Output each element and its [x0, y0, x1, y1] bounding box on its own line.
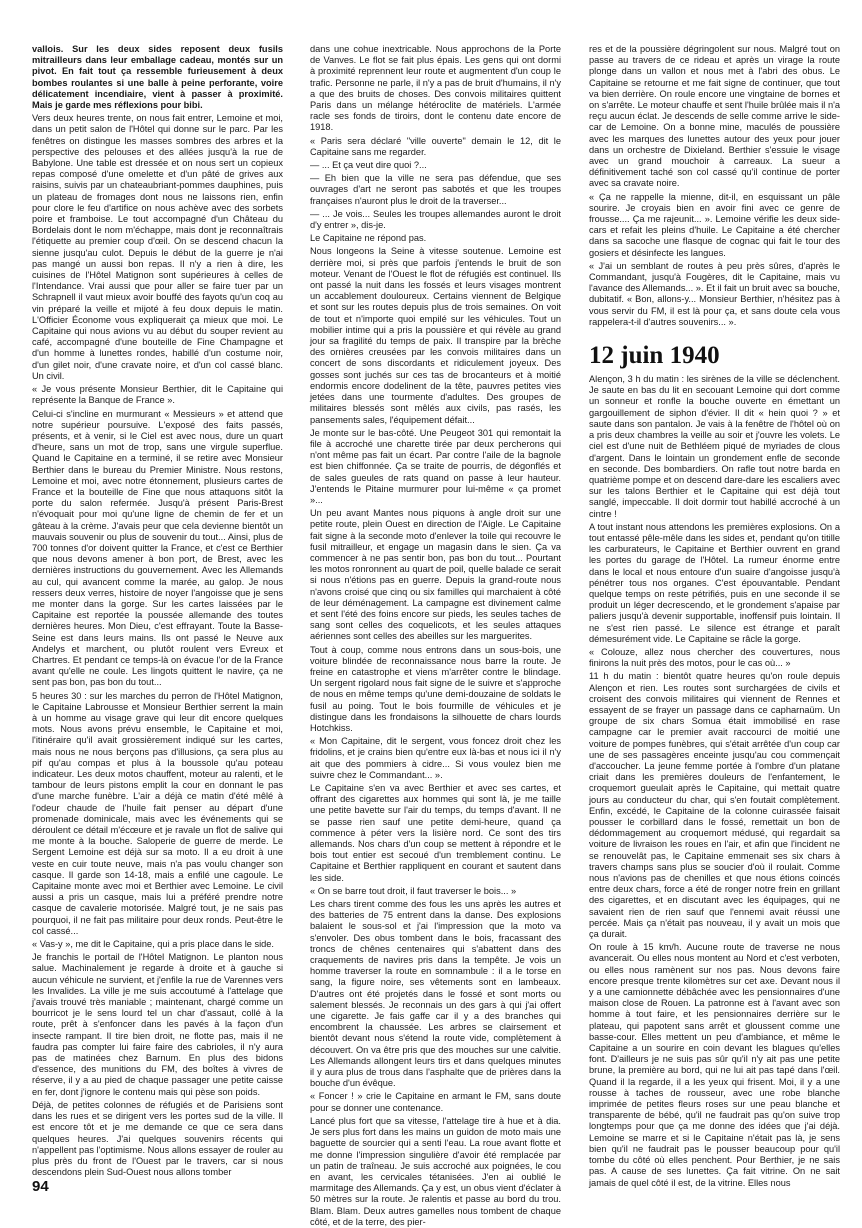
paragraph: 5 heures 30 : sur les marches du perron de l'Hôtel Matignon, le Capitaine Labrousse et Monsieur Berthier serrent la main à un homme au visage grave qui leur dit encore quelques mots. Nous avons prévu ensemble, le Capitaine et moi, l'itinéraire qu'il avait grossièrement indiqué sur les cartes, mais nous ne nous berçons pas d'illusions, ça sera plus au pif qu'au compas et plus à la boussole qu'au poteau indicateur. Les deux motos chauffent, moteur au ralenti, et le tambour de leurs pistons emplit la cour en donnant le pas d'une marche funèbre. L'air a déjà ce matin d'été mêlé à l'odeur chaude de l'huile fait penser au départ d'une promenade dominicale, mais avec les événements qui se déroulent ce détail m'écœure et je ravale un flot de salive qui me monte à la bouche. Saloperie de guerre de merde. Le Sergent Lemoine est déjà sur sa moto. Il a eu droit à une veste en cuir toute neuve, mais n'a pas voulu changer son casque. Il garde son 14-18, mais a enfilé une cagoule. Le Capitaine monte avec moi et Berthier avec Lemoine. Le civil aussi a pris un casque, mais lui a préféré prendre notre casque de cavalerie motorisée. Malgré tout, je ne sais pas pourquoi, il ne fait pas militaire pour deux ronds. Peut-être le col cassé... — [32, 690, 283, 936]
paragraph: — Eh bien que la ville ne sera pas défendue, que ses ouvrages d'art ne seront pas sabotés et que les troupes françaises n'auront plus le droit de la traverser... — [310, 173, 561, 206]
text-column-left — [32, 44, 283, 1178]
text-column-middle — [310, 44, 561, 1227]
paragraph: Tout à coup, comme nous entrons dans un sous-bois, une voiture blindée de reconnaissance nous barre la route. Je freine en catastrophe et viens m'arrêter contre le blindage. Un sergent rigolard nous fait signe de le suivre et s'approche de nous en même temps qu'une demi-douzaine de soldats le fusil au poing. Tout le bois fourmille de véhicules et je distingue dans les frondaisons la silhouette de chars lourds Hotchkiss. — [310, 644, 561, 733]
paragraph: Vers deux heures trente, on nous fait entrer, Lemoine et moi, dans un petit salon de l'Hôtel qui donne sur le parc. Par les fenêtres on distingue les masses sombres des arbres et la perspective des pelouses et des allées jusqu'à la rue de Babylone. Une table est dressée et on nous sert un copieux repas composé d'une omelette et d'un pâté de grives aux raisins, suivis par un chateaubriant-pommes dauphines, puis un plateau de fromages dont nous ne laissons rien, enfin pour clore le feu d'artifice on nous achève avec des sorbets poire et framboise. Le tout accompagné d'un Château du Bordelais dont le nom m'échappe, mais dont je reconnaîtrais l'étiquette au premier coup d'œil. On se descend chacun la sienne jusqu'au culot. Depuis le début de la guerre je n'ai pas mangé un aussi bon repas. Il n'y a rien à dire, les cuisines de l'Hôtel Matignon sont supérieures à celles de l'Intendance. Vrai aussi que pour aller se faire tuer par un Schrapnell il vaut mieux avoir bouffé des fayots qu'un coq au vin préparé la veille et mijoté à feu doux depuis le matin. L'Officier Économe vous expliquerait ça mieux que moi. Le Capitaine qui nous avions vu au début du souper revient au café, accompagné d'une bouteille de Fine Champagne et d'un homme à lunettes rondes, habillé d'un costume noir, d'un gilet noir, d'une cravate noire, et d'un col cassé blanc. Un civil. — [32, 113, 283, 381]
paragraph: « Colouze, allez nous chercher des couvertures, nous finirons la nuit près des motos, pour le cas où... » — [589, 646, 840, 669]
book-page — [32, 44, 840, 1227]
paragraph: « J'ai un semblant de routes à peu près sûres, d'après le Commandant, jusqu'à Fougères, dit le Capitaine, mais vu l'avance des Allemands... ». Et il fait un bruit avec sa bouche, dubitatif. « Bon, allons-y... Monsieur Berthier, n'hésitez pas à vous servir du FM, il est là pour ça, et sans doute cela vous rappelera-t-il d'autres souvenirs... ». — [589, 260, 840, 327]
paragraph: 11 h du matin : bientôt quatre heures qu'on roule depuis Alençon et rien. Les routes sont surchargées de civils et croisent des convois militaires qui viennent de Rennes et essayent de se frayer un passage dans ce capharnaüm. Un groupe de six chars Somua était immobilisé en rase campagne car le premier avait raccourci de moitié une voiture de pompes funèbres, qui s'était arrêtée d'un coup car une de ses passagères enceinte jusqu'au cou commençait d'accoucher. La jeune femme portée à l'ombre d'un platane criait dans les premières douleurs de l'enfantement, le croquemort gueulait après le Capitaine, qui mettait quatre jours au conducteur du char, qui s'en foutait complètement. Enfin, excédé, le Capitaine de la colonne cuirassée faisait pousser le corbillard dans le fossé, remettait un bon de dédommagement au croquemort médusé, qui regardait sa voiture de livraison les roues en l'air, et afin que l'incident ne se renouvelât pas, le Capitaine emmenait ses six chars à travers champs sans plus se soucier d'où il roulait. Comme nous n'avions pas de chenilles et que nous étions coincés entre deux chars, force a été de ronger notre frein en grillant des cigarettes, et en discutant avec les équipages, qui ne savaient rien de rien sauf que l'ennemi avait réussi une percée. Mais ça n'était pas nouveau, il y avait un mois que ça durait. — [589, 671, 840, 940]
paragraph: vallois. Sur les deux sides reposent deux fusils mitrailleurs dans leur emballage cadeau, montés sur un pivot. En fait tout ça ressemble furieusement à deux bombes roulantes si une balle à peine perforante, voire délicatement incendiaire, vient à passer à proximité. Mais je garde mes réflexions pour bibi. — [32, 44, 283, 111]
paragraph: Un peu avant Mantes nous piquons à angle droit sur une petite route, plein Ouest en direction de l'Aigle. Le Capitaine fait signe à la seconde moto d'enlever la toile qui recouvre le fusil mitrailleur, et engage un magasin dans le sien. Ça va commencer à ne pas sentir bon, pas bon du tout... Pourtant les motos ronronnent au quart de poil, quelle balade ce serait si nous n'étions pas en guerre. Depuis la grand-route nous n'avons croisé que cinq ou six familles qui marchaient à côté de leur déménagement. La campagne est divinement calme et sent l'été des foins encore sur pieds, les seules taches de sang sont celles des coquelicots, et les seules attaques aériennes sont celles des abeilles sur les marguerites. — [310, 508, 561, 642]
paragraph: Je monte sur le bas-côté. Une Peugeot 301 qui remontait la file à accroché une charette tirée par deux percherons qui n'ont même pas fait un écart. Par contre l'aile de la bagnole est bien chiffonnée. Ça se traite de pourris, de dégonflés et de sales gueules de rats quand on passe à leur hauteur. J'entends le Pitaine murmurer pour lui-même « ça promet »... — [310, 427, 561, 505]
paragraph: Celui-ci s'incline en murmurant « Messieurs » et attend que notre supérieur poursuive. L'exposé des faits passés, présents, et à venir, si le Ciel est avec nous, dure un quart d'heure, sans un mot de trop, sans une virgule superflue. Quand le Capitaine en a terminé, il se retire avec Monsieur Berthier dans le bureau du Premier Ministre. Nous restons, Lemoine et moi, avec notre étonnement, plusieurs cartes de France et la bouteille de Fine que nous attaquons sitôt la porte du salon refermée. Jusqu'à présent Paris-Brest n'évoquait pour moi qu'une ligne de chemin de fer et un gâteau à la crème. J'avais peur que cela devienne bientôt un mauvais souvenir ou plus de souvenir du tout... Ainsi, plus de 700 tonnes d'or doivent quitter la France, et c'est ce Berthier que nous devons amener à bon port, de Brest, avec les dernières instructions du gouvernement. Avec les Allemands au cul, qui avancent comme la marée, au galop. Je nous ressers deux verres, histoire de noyer l'angoisse que je sens me monter dans la gorge. Sur les cartes laissées par le Capitaine est reportée la poussée allemande des toutes dernières heures. Mon Dieu, c'est effrayant. Toute la Basse-Seine est dans leurs mains. Ils ont passé le Neuve aux Andelys et marchent, ou plutôt roulent vers Evreux et Chartres. Et pendant ce temps-là on évacue l'or de la France avant qu'elle ne coule. Les lingots quittent le navire, ça ne sent pas bon, pas bon du tout... — [32, 408, 283, 688]
paragraph: « Mon Capitaine, dit le sergent, vous foncez droit chez les fridolins, et je crains bien qu'entre eux là-bas et nous ici il n'y ait que des pommiers à cidre... Si vous voulez bien me suivre chez le Commandant... ». — [310, 736, 561, 780]
paragraph: dans une cohue inextricable. Nous approchons de la Porte de Vanves. Le flot se fait plus épais. Les gens qui ont dormi à proximité reprennent leur route et augmentent d'un coup le trafic. Personne ne parle, il n'y a pas de bruit d'humains, il n'y a que des bruits de choses. Des convois militaires quittent Paris dans un mélange hétéroclite de matériels. L'armée racle ses fonds de tiroirs, dont le contenu date encore de 1918. — [310, 44, 561, 133]
paragraph: Déjà, de petites colonnes de réfugiés et de Parisiens sont dans les rues et se dirigent vers les portes sud de la ville. Il est encore tôt et je me demande ce que ce sera dans quelques heures. J'ai quelques souvenirs récents qui n'appellent pas l'optimisme. Nous allons essayer de rouler au plus près du front de l'Ouest par le travers, car si nous descendons plein Sud-Ouest nous allons tomber — [32, 1099, 283, 1178]
paragraph: Alençon, 3 h du matin : les sirènes de la ville se déclenchent. Je saute en bas du lit en secouant Lemoine qui dort comme un sonneur et ronfle la bouche ouverte en émettant un gargouillement de siphon d'évier. Il dit « hein quoi ? » et saute dans son pantalon. Je vais à la fenêtre de l'hôtel où on a pris deux chambres la veille au soir et j'ouvre les volets. Le ciel est d'une nuit de Bethléem piqué de myriades de clous d'argent. Dans le lointain un grondement enfle de seconde en seconde. Des bombardiers. On rafle tout notre barda en quatrième pompe et on descend dare-dare les escaliers avec sur les talons Berthier et le Capitaine qui est déjà tout sanglé, impeccable. Il doit dormir tout habillé accroché à un cintre ! — [589, 374, 840, 519]
paragraph: Le Capitaine ne répond pas. — [310, 233, 427, 244]
paragraph: Lancé plus fort que sa vitesse, l'attelage tire à hue et à dia. Je sers plus fort dans les mains un guidon de moto mais une baguette de sourcier qui a senti l'eau. La roue avant flotte et me donne l'impression singulière d'avoir été remplacée par un patin de traîneau. Je suis accroché aux poignées, le cou en avant, les cervicales tétanisées. J'en ai oublié le marmitage des Allemands. Ça y est, un obus vient d'éclater à 50 mètres sur la route. Je ralentis et passe au bord du trou. Blam. Blam. Deux autres gamelles nous tombent de chaque côté, et de la terre, des pier- — [310, 1115, 561, 1227]
paragraph: « Ça ne rappelle la mienne, dit-il, en esquissant un pâle sourire. Je croyais bien en avoir fini avec ce genre de frousse.... Ça me rajeunit... ». Lemoine vérifie les deux side-cars et refait les pleins d'huile. Le Capitaine a été chercher dans sa sacoche une flasque de cognac qui fait le tour des gosiers et désinfecte les langues. — [589, 191, 840, 258]
text-column-right — [589, 44, 840, 1188]
paragraph: Je franchis le portail de l'Hôtel Matignon. Le planton nous salue. Machinalement je regarde à droite et à gauche si aucun véhicule ne survient, et j'enfile la rue de Varennes vers les Invalides. La ville je me suis accoutumé à l'attelage que j'avais trouvé très maniable ; maintenant, chargé comme un bourricot je le sens lourd tel un char d'assaut, collé à la route, prêt à s'enfoncer dans les pavés à la façon d'un insecte rampant. Il tire bien droit, ne flotte pas, mais il ne faudra pas compter lui faire faire des cabrioles, il n'y aura pas de matinées chez Barnum. En plus des bidons d'essence, des munitions du FM, des boîtes à vivres de réserve, il y a au pied de chaque passager une petite caisse en fer, dont j'ignore le contenu mais qui pèse son poids. — [32, 952, 283, 1097]
paragraph: On roule à 15 km/h. Aucune route de traverse ne nous avancerait. Ou elles nous montent au Nord et c'est verboten, ou elles nous ramènent sur nos pas. Nous devons faire encore presque trente kilomètres sur cet axe. Devant nous il y a une camionnette débâchée avec les pensionnaires d'une maison close de Rouen. La patronne est à l'avant avec son homme à tout faire, et les pensionnaires derrière sur le plateau, qui papotent sans arrêt et gloussent comme une basse-cour. Elles mettent un peu d'ambiance, et même le Capitaine a un sourire en coin devant les blagues qu'elles font. D'ailleurs je ne suis pas sûr qu'il n'y ait pas une petite brune, la première au bord, qui ne lui ait pas tapé dans l'œil. Quand il la regarde, il a les yeux qui frisent. Moi, il y a une rousse à taches de rousseur, avec une robe blanche imprimée de petites fleurs roses sur une peau blanche et transparente de bébé, qu'il ne faudrait pas qu'on suive trop longtemps pour que ça me donne des idées que j'ai déjà. Lemoine se marre et si le Capitaine n'était pas là, je sens bien qu'il ne faudrait pas le pousser beaucoup pour qu'il tombe du côté où elles penchent. Pour Berthier, je ne sais pas. A cause de ses lunettes. Ça fait vitrine. On ne sait jamais de quel côté il est, de la vitrine. Elles nous — [589, 942, 840, 1188]
paragraph: res et de la poussière dégringolent sur nous. Malgré tout on passe au travers de ce rideau et après un virage la route plonge dans un vallon et nous met à l'abri des obus. Le Capitaine se retourne et me fait signe de continuer, que tout va bien derrière. On roule encore une vingtaine de bornes et on s'arrête. Le moteur chauffe et sent l'huile brûlée mais il n'a reçu aucun éclat. Je descends de selle comme arrive le side-car de Lemoine. On a bonne mine, maculés de poussière avec les marques des lunettes autour des yeux pour jouer dans un orchestre de Dixieland. Berthier s'essuie le visage avec un grand mouchoir à carreaux. La sueur a définitivement taché son col cassé qu'il continue de porter avec sa cravate noire. — [589, 44, 840, 189]
date-heading: 12 juin 1940 — [589, 342, 720, 370]
paragraph: Le Capitaine s'en va avec Berthier et avec ses cartes, et offrant des cigarettes aux hommes qui sont là, je me taille une petite bavette sur l'air du temps, du temps d'avant. Il ne se passe rien sauf une petite demi-heure, quand ça commence à péter vers la lisière nord. Ce sont des tirs allemands. Nos chars d'un coup se mettent à répondre et le bois tout entier est secoué d'un tremblement continu. Le Capitaine et Berthier rappliquent en courant et sautent dans les side. — [310, 783, 561, 883]
page-number: 94 — [32, 1178, 49, 1195]
paragraph: A tout instant nous attendons les premières explosions. On a tout entassé pêle-mêle dans les sides et, pendant qu'on titille les carburateurs, le Capitaine et Berthier ouvrent en grand les portes du garage de l'Hôtel. La rumeur énorme entre dans le local et nous entoure d'un suaire d'angoisse jusqu'à pénétrer tous nos organes. C'est épouvantable. Pendant quelque temps on reste pétrifiés, puis en une seconde il se produit un léger decrescendo, et le grondement s'apaise par paliers jusqu'à devenir supportable, inoffensif puis lointain. Il ne s'est rien passé. Le silence est étrange et paraît démesurément vide. Le Capitaine se râcle la gorge. — [589, 521, 840, 644]
paragraph: « On se barre tout droit, il faut traverser le bois... » — [310, 885, 517, 896]
paragraph: « Foncer ! » crie le Capitaine en armant le FM, sans doute pour se donner une contenance. — [310, 1091, 561, 1113]
paragraph: « Vas-y », me dit le Capitaine, qui a pris place dans le side. — [32, 939, 274, 950]
paragraph: — ... Je vois... Seules les troupes allemandes auront le droit d'y entrer », dis-je. — [310, 208, 561, 231]
paragraph: « Paris sera déclaré "ville ouverte" demain le 12, dit le Capitaine sans me regarder. — [310, 135, 561, 157]
paragraph: — ... Et ça veut dire quoi ?... — [310, 160, 427, 171]
paragraph: « Je vous présente Monsieur Berthier, dit le Capitaine qui représente la Banque de France ». — [32, 384, 283, 406]
paragraph: Nous longeons la Seine à vitesse soutenue. Lemoine est derrière moi, si près que parfois j'entends le bruit de son moteur. Venant de l'Ouest le flot de réfugiés est continuel. Ils ont passé la nuit dans les fossés et leurs visages montrent un accablement douloureux. Certains viennent de Belgique et sont sur les routes depuis plus de trois semaines. On voit de tout et n'importe quoi empilé sur les véhicules. Tout un mobilier intime qui a pris la poussière et qui révèle au grand jour sa fragilité du temps de paix. Il transpire par la brèche des ornières creusées par les convois militaires dans un concert de sons discordants et ridiculement joyeux. Des gosses sont juchés sur ces tas de brocanteurs et à moitié endormis encore dodelinent de la tête, pauvres petites vies jetées dans une tourmente d'adultes. Des groupes de militaires blessés sont mêlés aux civils, pas rasés, les pansements sales, l'équipement défait... — [310, 246, 561, 425]
paragraph: Les chars tirent comme des fous les uns après les autres et des batteries de 75 entrent dans la danse. Des explosions balaient le sous-sol et j'ai l'impression que la moto va s'envoler. Des obus tombent dans le bois, fracassant des troncs de chênes centenaires qui s'abattent dans des craquements de navires pris dans la tempête. Je vois un homme traverser la route en somnambule : il a le torse en sang, la figure noire, ses vêtements sont en lambeaux. D'autres ont été projetés dans le fossé et sont morts ou salement blessés. Je reconnais un des gars à qui j'ai offert une cigarette. Je fais gaffe car il y a des branches qui encombrent la chaussée. Les arbres se clairsement et bientôt devant nous s'étend la route vide, complètement à découvert. On va être pris que des mouches sur une calvitie. Les Allemands allongent leurs tirs et dans quelques minutes il y aura plus de trous dans l'asphalte que de prières dans la bouche d'un évêque. — [310, 899, 561, 1089]
